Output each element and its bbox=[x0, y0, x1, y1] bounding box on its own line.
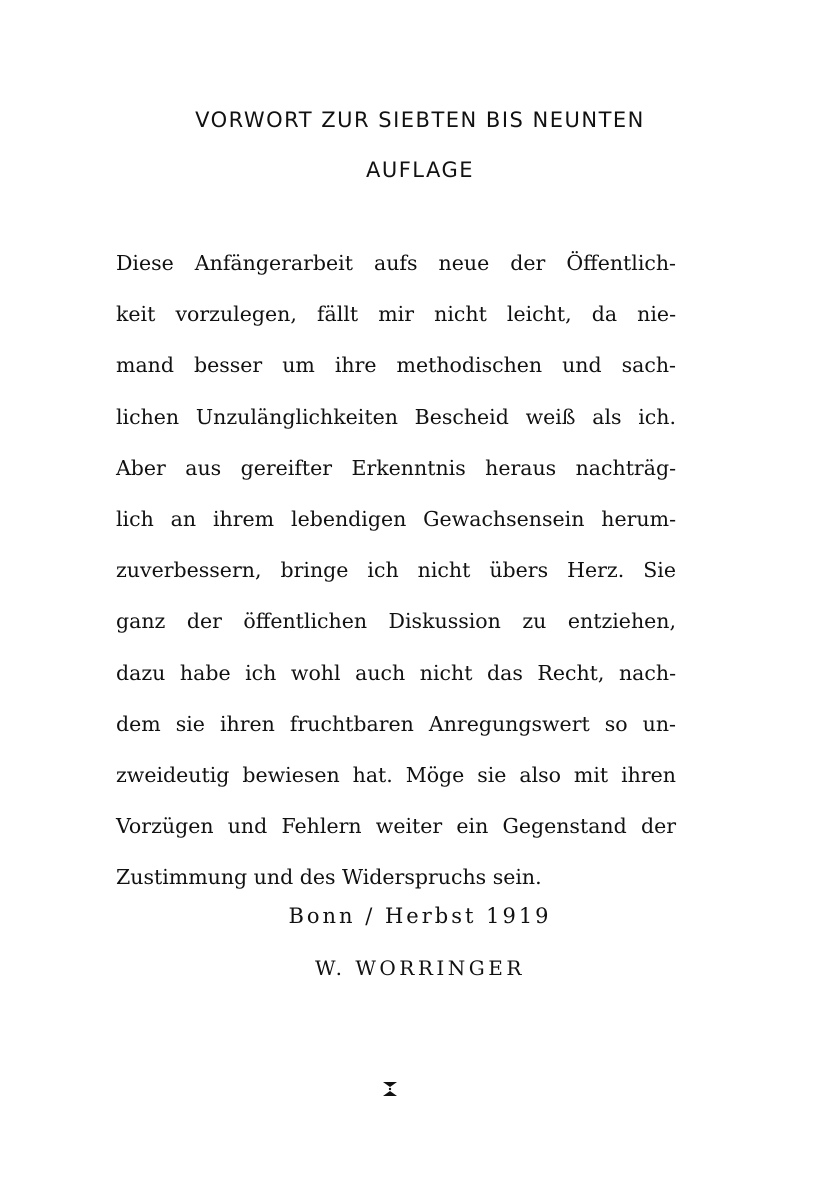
text-line: zweideutig bewiesen hat. Möge sie also mit ihren bbox=[116, 762, 676, 787]
text-line: dem sie ihren fruchtbaren Anregungswert so un- bbox=[116, 711, 676, 736]
preface-paragraph bbox=[116, 238, 676, 903]
page-title-line-1: VORWORT ZUR SIEBTEN BIS NEUNTEN bbox=[195, 108, 645, 132]
text-line: lich an ihrem lebendigen Gewachsensein herum- bbox=[116, 506, 676, 531]
text-line: dazu habe ich wohl auch nicht das Recht, nach- bbox=[116, 660, 676, 685]
text-line: keit vorzulegen, fällt mir nicht leicht, da nie- bbox=[116, 302, 676, 327]
page-title-line-2: AUFLAGE bbox=[365, 158, 475, 182]
text-line: lichen Unzulänglichkeiten Bescheid weiß als ich. bbox=[116, 404, 676, 429]
text-line: mand besser um ihre methodischen und sach- bbox=[116, 353, 676, 378]
text-line: Aber aus gereifter Erkenntnis heraus nachträg- bbox=[116, 455, 676, 480]
text-line: Vorzügen und Fehlern weiter ein Gegenstand der bbox=[116, 814, 676, 839]
place-and-date: Bonn / Herbst 1919 bbox=[288, 904, 552, 928]
text-line: zuverbessern, bringe ich nicht übers Herz. Sie bbox=[116, 558, 676, 583]
text-line: Zustimmung und des Widerspruchs sein. bbox=[116, 865, 542, 890]
text-line: Diese Anfängerarbeit aufs neue der Öffentlich- bbox=[116, 251, 676, 275]
asterism-ornament-icon bbox=[380, 1078, 400, 1102]
text-line: ganz der öffentlichen Diskussion zu entziehen, bbox=[116, 609, 676, 634]
author-signature: W. WORRINGER bbox=[315, 956, 525, 980]
